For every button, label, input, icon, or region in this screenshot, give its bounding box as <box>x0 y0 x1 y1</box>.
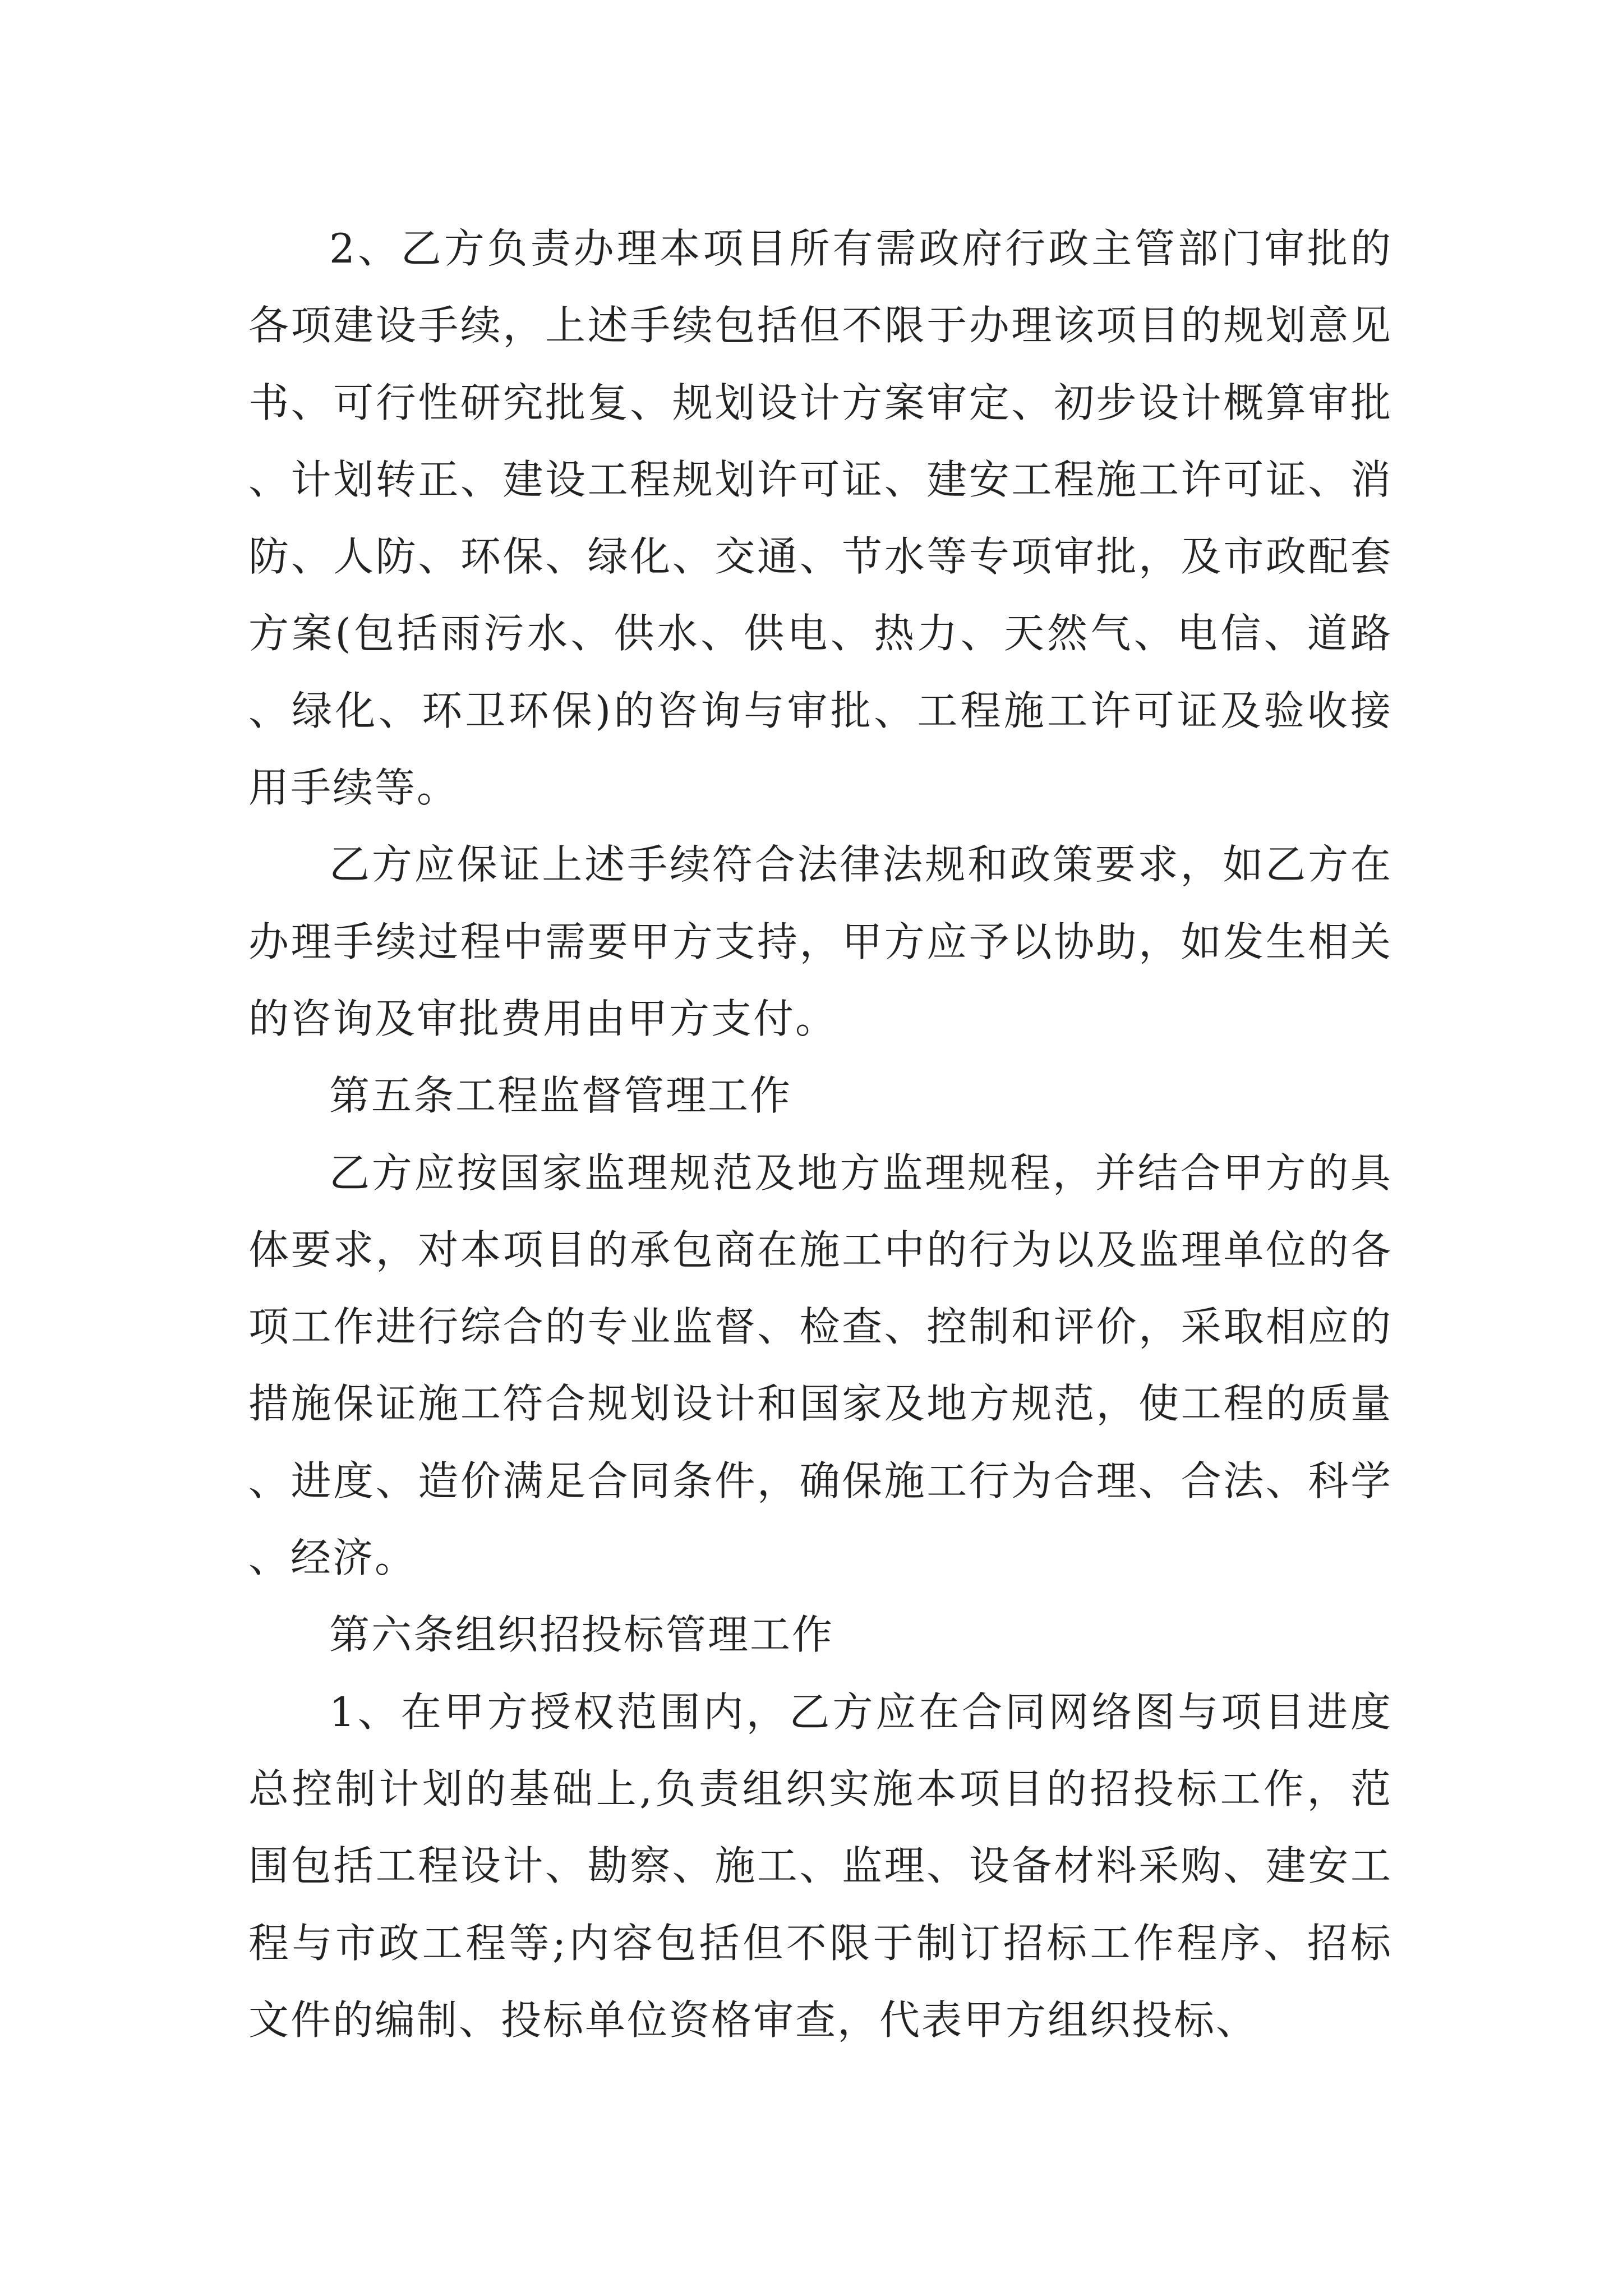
paragraph-compliance-support: 乙方应保证上述手续符合法律法规和政策要求，如乙方在办理手续过程中需要甲方支持，甲方应予以协助，如发生相关的咨询及审批费用由甲方支付。 <box>248 841 1393 1042</box>
paragraph-supervision: 乙方应按国家监理规范及地方监理规程，并结合甲方的具体要求，对本项目的承包商在施工中的行为以及监理单位的各项工作进行综合的专业监督、检查、控制和评价，采取相应的措施保证施工符合规划设计和国家及地方规范，使工程的质量、进度、造价满足合同条件，确保施工行为合理、合法、科学、经济。 <box>248 1149 1393 1582</box>
paragraph-bidding: 1、在甲方授权范围内，乙方应在合同网络图与项目进度总控制计划的基础上,负责组织实施本项目的招投标工作，范围包括工程设计、勘察、施工、监理、设备材料采购、建安工程与市政工程等;内容包括但不限于制订招标工作程序、招标文件的编制、投标单位资格审查，代表甲方组织投标、 <box>248 1688 1393 2044</box>
paragraph-approval-procedures: 2、乙方负责办理本项目所有需政府行政主管部门审批的各项建设手续，上述手续包括但不限于办理该项目的规划意见书、可行性研究批复、规划设计方案审定、初步设计概算审批、计划转正、建设工程规划许可证、建安工程施工许可证、消防、人防、环保、绿化、交通、节水等专项审批，及市政配套方案(包括雨污水、供水、供电、热力、天然气、电信、道路、绿化、环卫环保)的咨询与审批、工程施工许可证及验收接用手续等。 <box>248 225 1393 812</box>
heading-article-6: 第六条组织招投标管理工作 <box>329 1611 834 1659</box>
document-body <box>248 210 1393 2059</box>
heading-article-5: 第五条工程监督管理工作 <box>329 1072 792 1120</box>
